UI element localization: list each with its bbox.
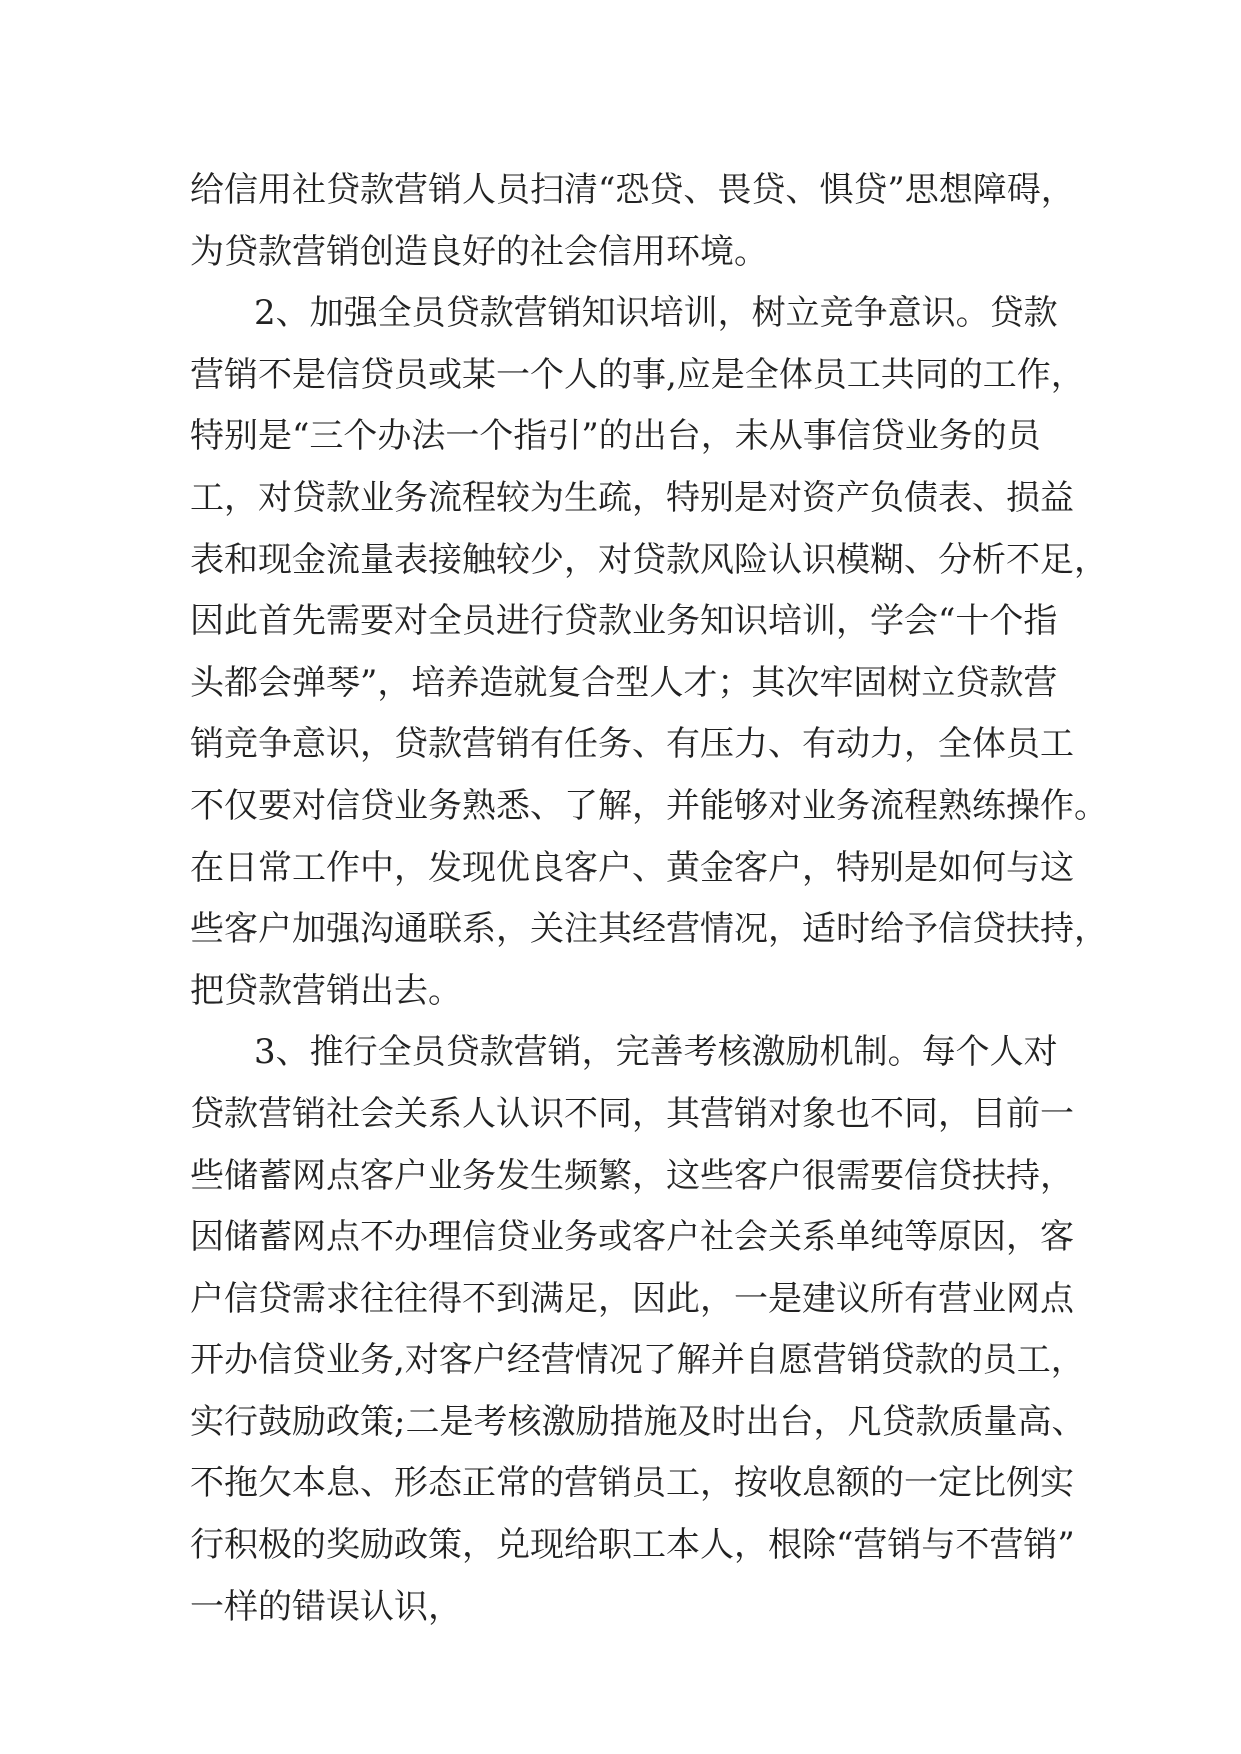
text-line: 为贷款营销创造良好的社会信用环境。 <box>190 231 768 272</box>
text-line: 把贷款营销出去。 <box>190 970 462 1011</box>
paragraph-start-line: 3、推行全员贷款营销，完善考核激励机制。每个人对 <box>254 1032 1058 1073</box>
text-line: 销竞争意识，贷款营销有任务、有压力、有动力，全体员工 <box>190 724 1074 765</box>
text-line: 不拖欠本息、形态正常的营销员工，按收息额的一定比例实 <box>190 1463 1074 1504</box>
text-line: 因此首先需要对全员进行贷款业务知识培训，学会“十个指 <box>190 601 1058 642</box>
text-line: 因储蓄网点不办理信贷业务或客户社会关系单纯等原因，客 <box>190 1217 1074 1258</box>
text-line: 表和现金流量表接触较少，对贷款风险认识模糊、分析不足， <box>190 539 1108 580</box>
text-line: 些储蓄网点客户业务发生频繁，这些客户很需要信贷扶持， <box>190 1155 1074 1196</box>
text-line: 一样的错误认识， <box>190 1586 462 1627</box>
text-line: 些客户加强沟通联系，关注其经营情况，适时给予信贷扶持， <box>190 909 1108 950</box>
text-line: 给信用社贷款营销人员扫清“恐贷、畏贷、惧贷”思想障碍， <box>190 170 1075 210</box>
text-line: 贷款营销社会关系人认识不同，其营销对象也不同，目前一 <box>190 1093 1074 1134</box>
text-line: 在日常工作中，发现优良客户、黄金客户，特别是如何与这 <box>190 847 1074 888</box>
text-line: 行积极的奖励政策，兑现给职工本人，根除“营销与不营销” <box>190 1525 1075 1566</box>
text-line: 特别是“三个办法一个指引”的出台，未从事信贷业务的员 <box>190 416 1041 457</box>
text-line: 头都会弹琴”，培养造就复合型人才；其次牢固树立贷款营 <box>190 662 1058 703</box>
text-line: 营销不是信贷员或某一个人的事,应是全体员工共同的工作， <box>190 354 1085 395</box>
text-line: 工，对贷款业务流程较为生疏，特别是对资产负债表、损益 <box>190 477 1074 518</box>
body-text <box>190 160 1108 1638</box>
text-line: 实行鼓励政策;二是考核激励措施及时出台，凡贷款质量高、 <box>190 1401 1086 1442</box>
text-line: 开办信贷业务,对客户经营情况了解并自愿营销贷款的员工， <box>190 1340 1085 1381</box>
paragraph-start-line: 2、加强全员贷款营销知识培训，树立竞争意识。贷款 <box>254 293 1058 334</box>
text-line: 户信贷需求往往得不到满足，因此，一是建议所有营业网点 <box>190 1278 1074 1319</box>
text-line: 不仅要对信贷业务熟悉、了解，并能够对业务流程熟练操作。 <box>190 785 1108 826</box>
